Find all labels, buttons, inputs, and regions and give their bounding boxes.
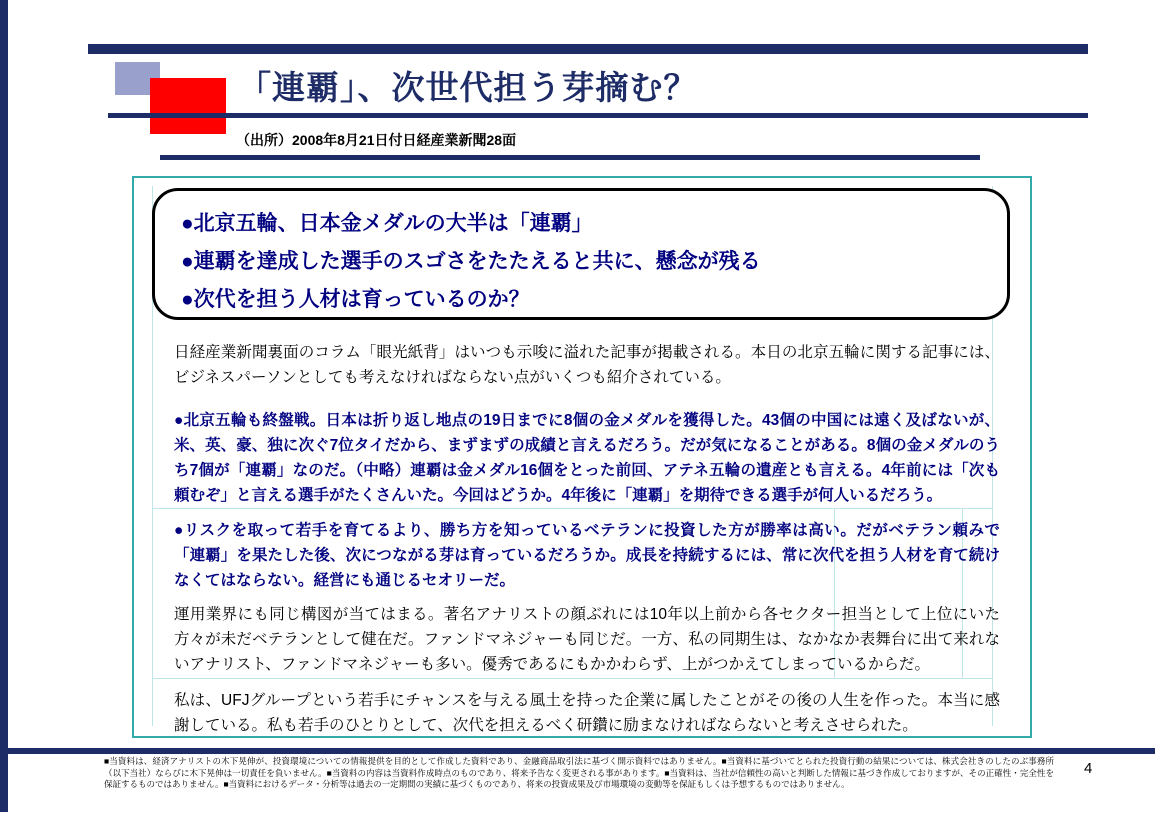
header-top-rule [88, 44, 1088, 54]
header-red-square [150, 78, 226, 134]
paragraph-1: 日経産業新聞裏面のコラム「眼光紙背」はいつも示唆に溢れた記事が掲載される。本日の北京五輪に関する記事には、ビジネスパーソンとしても考えなければならない点がいくつも紹介されている。 [174, 344, 1000, 386]
paragraph-5: 私は、UFJグループという若手にチャンスを与える風土を持った企業に属したことがその後の人生を作った。本当に感謝している。私も若手のひとりとして、次代を担えるべく研鑽に励まなければならないと考えさせられた。 [174, 692, 1000, 734]
bottom-edge [0, 812, 1155, 818]
page-title: 「連覇」、次世代担う芽摘む？ [238, 69, 698, 106]
summary-box [152, 188, 1010, 320]
paragraph-3-part-a: ●リスクを取って若手を育てるより、勝ち方を知っているベテランに投資した方が勝率は高い。だがベテラン頼みで「連覇」を果たした後、次につながる芽は育っているだろうか。 [174, 522, 1000, 564]
summary-line-1: ●北京五輪、日本金メダルの大半は「連覇」 [181, 212, 593, 235]
summary-line-3: ●次代を担う人材は育っているのか？ [181, 288, 530, 311]
footer-rule [0, 748, 1155, 754]
paragraph-3 [174, 518, 1000, 593]
paragraph-3-part-b: 成長を持続するには、常に次代を担う人材を育て続けなくてはならない。経営にも通じるセオリーだ。 [174, 547, 1000, 589]
summary-line-2: ●連覇を達成した選手のスゴさをたたえると共に、懸念が残る [181, 250, 761, 273]
guide-line-h1 [152, 508, 992, 509]
page-number: 4 [1084, 760, 1093, 777]
paragraph-4: 運用業界にも同じ構図が当てはまる。著名アナリストの顔ぶれには10年以上前から各セクター担当として上位にいた方々が未だベテランとして健在だ。ファンドマネジャーも同じだ。一方、私の同期生は、なかなか表舞台に出て来れないアナリスト、ファンドマネジャーも多い。優秀であるにもかかわらず、上がつかえてしまっているからだ。 [174, 606, 1000, 673]
guide-line-h2 [152, 678, 992, 679]
paragraph-2 [174, 408, 1000, 508]
paragraph-2-part-b: 8個の金メダルのうち7個が「連覇」なのだ。（中略）連覇は金メダル16個をとった前回、アテネ五輪の遺産とも言える。4年前には「次も頼むぞ」と言える選手がたくさんいた。今回はどうか。4年後に「連覇」を期待できる選手が何人いるだろう。 [174, 437, 1000, 504]
paragraph-2-part-a: ●北京五輪も終盤戦。日本は折り返し地点の19日までに8個の金メダルを獲得した。43個の中国には遠く及ばないが、米、英、豪、独に次ぐ7位タイだから、まずまずの成績と言えるだろう。だが気になることがある。 [174, 412, 1000, 454]
source-caption: （出所）2008年8月21日付日経産業新聞28面 [236, 132, 517, 148]
header-bottom-rule [160, 155, 980, 160]
header-mid-rule [108, 113, 1088, 118]
footer-disclaimer: ■当資料は、経済アナリストの木下晃伸が、投資環境についての情報提供を目的として作成した資料であり、金融商品取引法に基づく開示資料ではありません。■当資料に基づいてとられた投資行動の結果については、株式会社きのしたのぶ事務所（以下当社）ならびに木下晃伸は一切責任を負いません。■当資料の内容は当資料作成時点のものであり、将来予告なく変更される事があります。■当資料は、当社が信頼性の高いと判断した情報に基づき作成しておりますが、その正確性・完全性を保証するものではありません。■当資料におけるデータ・分析等は過去の一定期間の実績に基づくものであり、将来の投資成果及び市場環境の変動等を保証もしくは予想するものではありません。 [104, 756, 1054, 789]
left-edge-bar [0, 0, 8, 818]
